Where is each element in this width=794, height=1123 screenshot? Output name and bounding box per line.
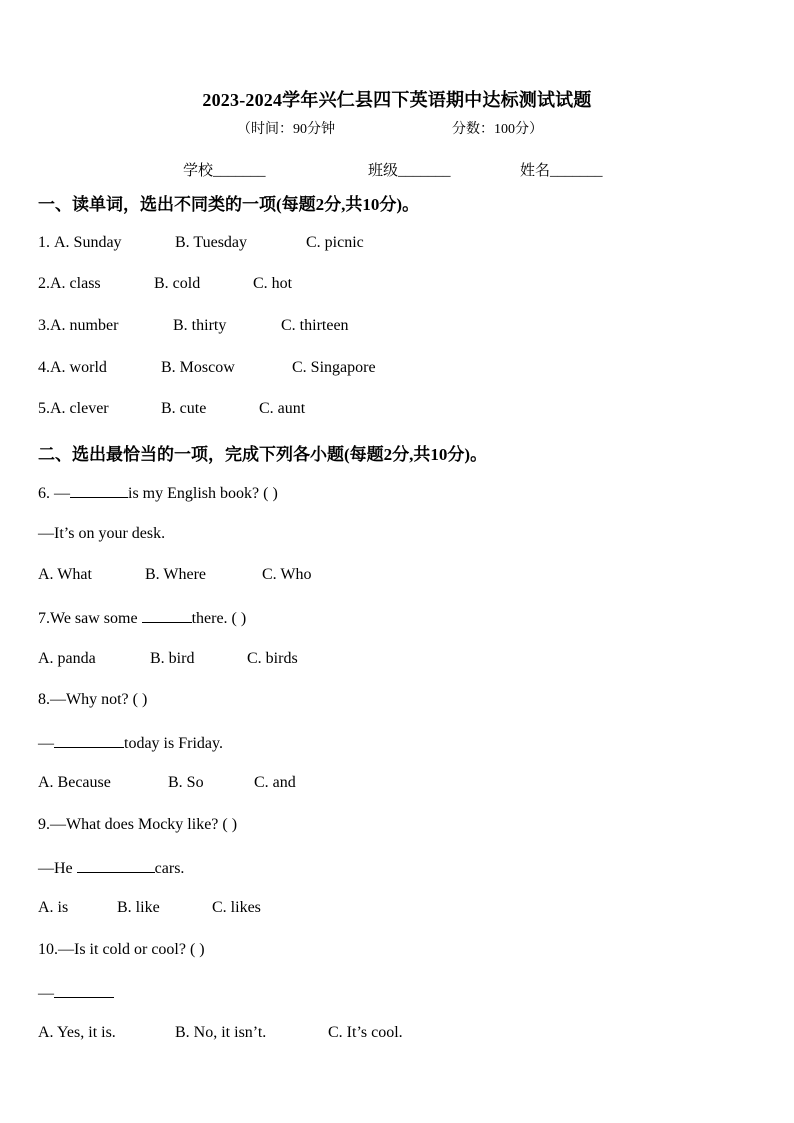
- answer-blank[interactable]: [77, 858, 155, 873]
- option-b[interactable]: B. No, it isn’t.: [175, 1024, 267, 1041]
- question-text-end: cars.: [154, 860, 185, 877]
- question-number: 5.: [38, 400, 50, 417]
- option-c[interactable]: C. Who: [262, 566, 312, 583]
- question-8-options: [38, 774, 296, 792]
- question-3: [38, 317, 349, 335]
- option-a[interactable]: A. number: [50, 317, 119, 334]
- answer-blank[interactable]: [54, 733, 124, 748]
- option-c[interactable]: C. It’s cool.: [328, 1024, 403, 1041]
- time-label: （时间：90分钟: [237, 122, 335, 137]
- question-number: 1.: [38, 234, 54, 251]
- option-a[interactable]: A. clever: [50, 400, 109, 417]
- school-field[interactable]: 学校_______: [183, 163, 266, 179]
- question-7: [38, 608, 246, 628]
- section-1-heading: 一、读单词，选出不同类的一项(每题2分,共10分)。: [38, 195, 420, 214]
- question-10-options: [38, 1024, 403, 1042]
- option-c[interactable]: C. and: [254, 774, 296, 791]
- question-number: 4.: [38, 359, 50, 376]
- page-title: 2023-2024学年兴仁县四下英语期中达标测试试题: [202, 90, 592, 110]
- option-b[interactable]: B. cold: [154, 275, 201, 292]
- question-number: 2.: [38, 275, 50, 292]
- question-text-start: —He: [38, 860, 77, 877]
- option-a[interactable]: A. What: [38, 566, 92, 583]
- question-9-options: [38, 899, 261, 917]
- option-b[interactable]: B. cute: [161, 400, 207, 417]
- option-b[interactable]: B. bird: [150, 650, 195, 667]
- option-a[interactable]: A. class: [50, 275, 101, 292]
- question-text-start: —: [38, 735, 54, 752]
- question-text-start: —: [38, 985, 54, 1002]
- question-5: [38, 400, 305, 418]
- question-9-response: [38, 858, 184, 878]
- option-a[interactable]: A. Because: [38, 774, 111, 791]
- option-c[interactable]: C. hot: [253, 275, 293, 292]
- option-b[interactable]: B. Tuesday: [175, 234, 248, 251]
- option-a[interactable]: A. Yes, it is.: [38, 1024, 116, 1041]
- name-field[interactable]: 姓名_______: [520, 163, 603, 179]
- class-field[interactable]: 班级_______: [368, 163, 451, 179]
- option-a[interactable]: A. world: [50, 359, 107, 376]
- option-c[interactable]: C. aunt: [259, 400, 306, 417]
- option-c[interactable]: C. likes: [212, 899, 261, 916]
- option-b[interactable]: B. So: [168, 774, 204, 791]
- option-a[interactable]: A. panda: [38, 650, 96, 667]
- option-b[interactable]: B. thirty: [173, 317, 227, 334]
- question-6-options: [38, 566, 311, 584]
- option-c[interactable]: C. thirteen: [281, 317, 349, 334]
- question-text-end: is my English book? ( ): [128, 485, 278, 502]
- question-6-answer: —It’s on your desk.: [38, 525, 166, 542]
- option-b[interactable]: B. Where: [145, 566, 207, 583]
- option-b[interactable]: B. Moscow: [161, 359, 235, 376]
- answer-blank[interactable]: [54, 983, 114, 998]
- option-a[interactable]: A. Sunday: [54, 234, 122, 251]
- option-c[interactable]: C. birds: [247, 650, 298, 667]
- section-2-heading: 二、选出最恰当的一项，完成下列各小题(每题2分,共10分)。: [38, 445, 488, 464]
- question-9: 9.—What does Mocky like? ( ): [38, 816, 238, 833]
- question-6: [38, 483, 278, 503]
- question-text-end: today is Friday.: [124, 735, 223, 752]
- question-text-start: 6. —: [38, 485, 70, 502]
- question-8-response: [38, 733, 223, 753]
- score-label: 分数：100分）: [452, 122, 543, 137]
- question-7-options: [38, 650, 298, 668]
- answer-blank[interactable]: [70, 483, 128, 498]
- question-8: 8.—Why not? ( ): [38, 691, 148, 708]
- option-a[interactable]: A. is: [38, 899, 69, 916]
- question-1: [38, 234, 364, 252]
- option-b[interactable]: B. like: [117, 899, 160, 916]
- question-10-response: [38, 983, 114, 1003]
- question-2: [38, 275, 292, 293]
- option-c[interactable]: C. Singapore: [292, 359, 376, 376]
- answer-blank[interactable]: [142, 608, 192, 623]
- question-text-end: there. ( ): [191, 610, 247, 627]
- option-c[interactable]: C. picnic: [306, 234, 364, 251]
- question-number: 3.: [38, 317, 50, 334]
- question-4: [38, 359, 376, 377]
- question-text-start: 7.We saw some: [38, 610, 142, 627]
- question-10: 10.—Is it cold or cool? ( ): [38, 941, 205, 958]
